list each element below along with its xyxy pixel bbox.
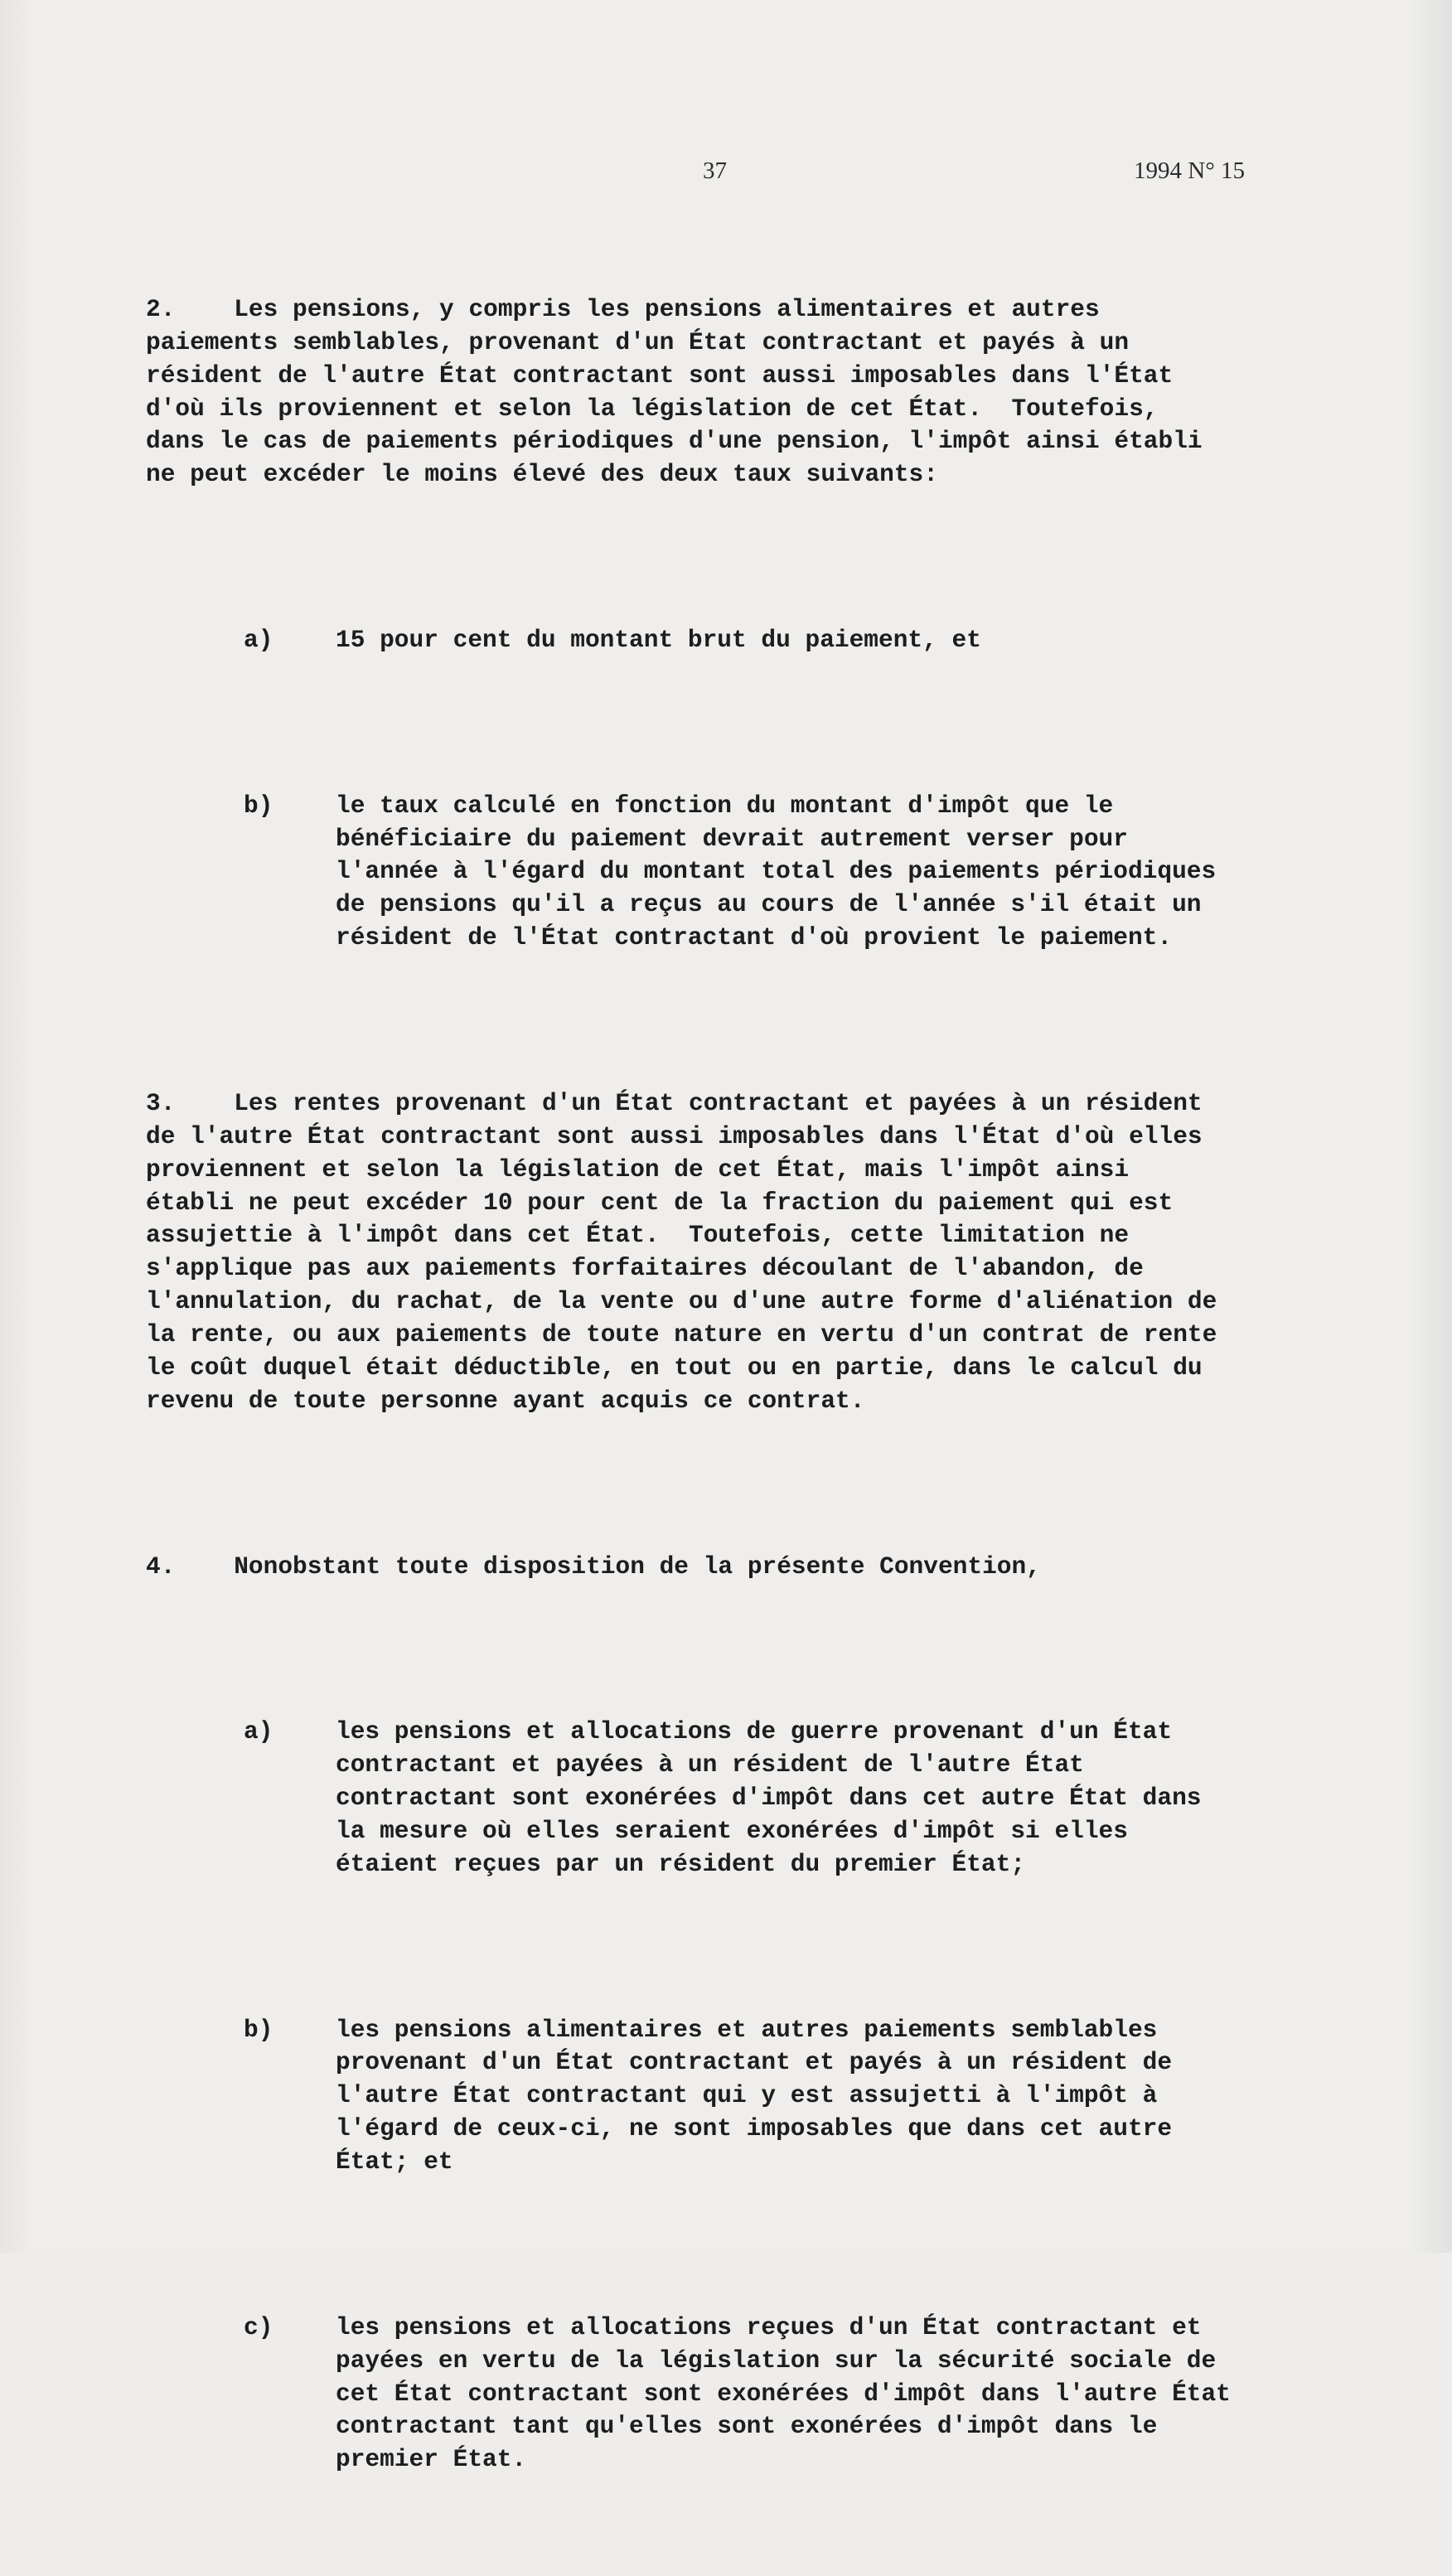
- paragraph-4-item-b: [146, 2014, 1323, 2180]
- item-text: les pensions et allocations reçues d'un État contractant et payées en vertu de la législation sur la sécurité sociale de cet État contractant sont exonérées d'impôt dans l'autre État contractant tant qu'elles sont exonérées d'impôt dans le premier État.: [336, 2312, 1231, 2474]
- paragraph-2: 2. Les pensions, y compris les pensions alimentaires et autres paiements semblables, provenant d'un État contractant et payés à un résident de l'autre État contractant sont aussi imposables dans l'État d'où ils proviennent et selon la législation de cet État. Toutefois, dans le cas de paiements périodiques d'une pension, l'impôt ainsi établi ne peut excéder le moins élevé des deux taux suivants:: [146, 294, 1203, 489]
- paragraph-4-item-c: [146, 2312, 1323, 2477]
- item-label: a): [244, 1717, 273, 1746]
- paragraph-4-item-a: [146, 1716, 1323, 1881]
- item-label: b): [244, 791, 273, 820]
- item-text: le taux calculé en fonction du montant d'impôt que le bénéficiaire du paiement devrait autrement verser pour l'année à l'égard du montant total des paiements périodiques de pensions qu'il a reçus au cours de l'année s'il était un résident de l'État contractant d'où provient le paiement.: [336, 791, 1217, 952]
- paragraph-4: 4. Nonobstant toute disposition de la présente Convention,: [146, 1552, 1041, 1581]
- page-number: 37: [703, 157, 727, 184]
- document-reference: 1994 N° 15: [1134, 157, 1246, 184]
- paragraph-2-item-b: [146, 790, 1323, 956]
- item-label: b): [244, 2015, 273, 2044]
- item-text: 15 pour cent du montant brut du paiement, et: [336, 625, 981, 654]
- paragraph-2-item-a: [146, 624, 1323, 657]
- item-label: c): [244, 2312, 273, 2341]
- paragraph-3: 3. Les rentes provenant d'un État contractant et payées à un résident de l'autre État contractant sont aussi imposables dans l'État d'où elles proviennent et selon la législation de cet État, mais l'impôt ainsi établi ne peut excéder 10 pour cent de la fraction du paiement qui est assujettie à l'impôt dans cet État. Toutefois, cette limitation ne s'applique pas aux paiements forfaitaires découlant de l'abandon, de l'annulation, du rachat, de la vente ou d'une autre forme d'aliénation de la rente, ou aux paiements de toute nature en vertu d'un contrat de rente le coût duquel était déductible, en tout ou en partie, dans le calcul du revenu de toute personne ayant acquis ce contrat.: [146, 1088, 1217, 1415]
- item-text: les pensions alimentaires et autres paiements semblables provenant d'un État contractant et payés à un résident de l'autre État contractant qui y est assujetti à l'impôt à l'égard de ceux-ci, ne sont imposables que dans cet autre État; et: [336, 2015, 1173, 2177]
- item-label: a): [244, 625, 273, 654]
- document-body: [146, 227, 1323, 2576]
- item-text: les pensions et allocations de guerre provenant d'un État contractant et payées à un résident de l'autre État contractant sont exonérées d'impôt dans cet autre État dans la mesure où elles seraient exonérées d'impôt si elles étaient reçues par un résident du premier État;: [336, 1717, 1202, 1878]
